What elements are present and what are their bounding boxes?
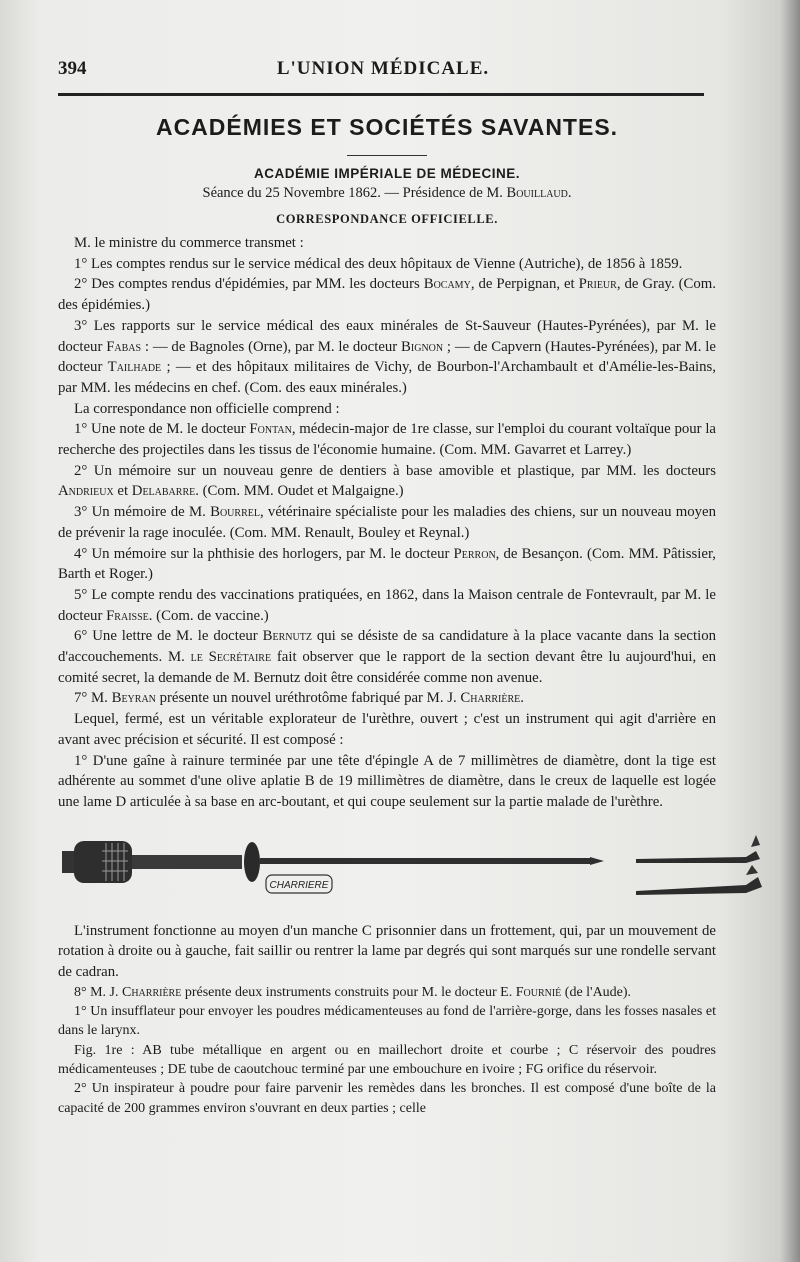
paragraph: M. le ministre du commerce transmet :	[74, 235, 304, 251]
handle-cap	[62, 851, 74, 873]
paragraph: 6° Une lettre de M. le docteur Bernutz qui se désiste de sa candidature à la place vacante dans la section d'accouchements. M. le Secrétaire fait observer que le rapport de la section devant être lu aujourd'hui, en comité secret, la demande de M. Bernutz doit être considérée comme non avenue.	[58, 628, 717, 686]
paragraph: 7° M. Beyran présente un nouvel uréthrotôme fabriqué par M. J. Charrière.	[74, 690, 524, 707]
paragraph: 2° Un mémoire sur un nouveau genre de dentiers à base amovible et plastique, par MM. les docteurs Andrieux et Delabarre. (Com. MM. Oudet et Malgaigne.)	[58, 462, 716, 500]
detail-blade-marker	[751, 835, 760, 847]
urethrotome-illustration	[56, 821, 776, 913]
paragraph: 2° Un inspirateur à poudre pour faire parvenir les remèdes dans les bronches. Il est composé d'une boîte de la capacité de 200 grammes environ s'ouvrant en deux parties ; celle	[58, 1081, 716, 1116]
paragraph: La correspondance non officielle comprend :	[74, 400, 340, 417]
journal-title: L'UNION MÉDICALE.	[276, 58, 490, 79]
paragraph: 1° Une note de M. le docteur Fontan, médecin-major de 1re classe, sur l'emploi du courant voltaïque pour la recherche des projectiles dans les tissus de l'économie humaine. (Com. MM. Gavarret et Larrey.)	[58, 421, 717, 459]
text-column	[58, 108, 716, 1118]
running-header	[58, 58, 708, 84]
paragraph: 1° Les comptes rendus sur le service médical des deux hôpitaux de Vienne (Autriche), de 1856 à 1859.	[74, 255, 683, 272]
detail-closed-tip	[636, 851, 760, 863]
header-rule	[58, 93, 704, 96]
seance-line: Séance du 25 Novembre 1862. — Présidence de M. Bouillaud.	[202, 185, 572, 201]
instrument-handle	[74, 841, 132, 883]
dial-disc	[244, 842, 260, 882]
paragraph: 3° Un mémoire de M. Bourrel, vétérinaire spécialiste pour les maladies des chiens, sur un nouveau moyen de prévenir la rage inoculée. (Com. MM. Renault, Bouley et Reynal.)	[58, 504, 717, 541]
official-correspondence-heading: CORRESPONDANCE OFFICIELLE.	[276, 212, 498, 226]
paragraph: Lequel, fermé, est un véritable explorateur de l'urèthre, ouvert ; c'est un instrument qui agit d'arrière en avant avec précision et sécurité. Il est composé :	[58, 711, 716, 748]
paragraph: 1° D'une gaîne à rainure terminée par une tête d'épingle A de 7 millimètres de diamètre, dont la tige est adhérente au sommet d'une olive aplatie B de 19 millimètres de diamètre, dans le creux de laquelle est logée une lame D articulée à sa base en arc-boutant, et qui coupe seulement sur la partie malade de l'urèthre.	[58, 752, 716, 810]
sheath-rod	[260, 858, 590, 864]
paragraph: 8° M. J. Charrière présente deux instruments construits pour M. le docteur E. Fournié (de l'Aude).	[74, 984, 632, 1000]
maker-stamp: CHARRIERE	[269, 879, 329, 891]
paragraph: L'instrument fonctionne au moyen d'un manche C prisonnier dans un frottement, qui, par un mouvement de rotation à droite ou à gauche, fait saillir ou rentrer la lame par degrés qui sont marqués sur une rondelle servant de cadran.	[58, 922, 716, 981]
academy-heading: ACADÉMIE IMPÉRIALE DE MÉDECINE.	[253, 166, 521, 181]
paragraph: 1° Un insufflateur pour envoyer les poudres médicamenteuses au fond de l'arrière-gorge, dans les fosses nasales et dans le larynx.	[58, 1004, 716, 1039]
handle-shaft	[132, 855, 242, 869]
title-rule	[347, 155, 427, 156]
rod-tip	[590, 857, 604, 865]
page-number: 394	[58, 58, 87, 79]
section-title: ACADÉMIES ET SOCIÉTÉS SAVANTES.	[155, 114, 619, 140]
detail-open-tip	[636, 877, 762, 895]
paragraph: 5° Le compte rendu des vaccinations pratiquées, en 1862, dans la Maison centrale de Fontevrault, par M. le docteur Fraisse. (Com. de vaccine.)	[58, 586, 716, 624]
detail-open-blade	[746, 865, 758, 875]
paragraph: 2° Des comptes rendus d'épidémies, par MM. les docteurs Bocamy, de Perpignan, et Prieur, de Gray. (Com. des épidémies.)	[58, 276, 717, 314]
paragraph: 4° Un mémoire sur la phthisie des horlogers, par M. le docteur Perron, de Besançon. (Com. MM. Pâtissier, Barth et Roger.)	[58, 545, 716, 583]
paragraph: 3° Les rapports sur le service médical des eaux minérales de St-Sauveur (Hautes-Pyrénées), par M. le docteur Fabas : — de Bagnoles (Orne), par M. le docteur Bignon ; — de Capvern (Hautes-Pyrénées), par M. le docteur Tailhade ; — et des hôpitaux militaires de Vichy, de Bourbon-l'Archambault et d'Amélie-les-Bains, par MM. les médecins en chef. (Com. des eaux minérales.)	[58, 317, 716, 396]
figure-caption: Fig. 1re : AB tube métallique en argent ou en maillechort droite et courbe ; C réservoir des poudres médicamenteuses ; DE tube de caoutchouc terminé par une embouchure en ivoire ; FG orifice du réservoir.	[58, 1042, 716, 1077]
urethrotome-figure	[58, 821, 716, 913]
